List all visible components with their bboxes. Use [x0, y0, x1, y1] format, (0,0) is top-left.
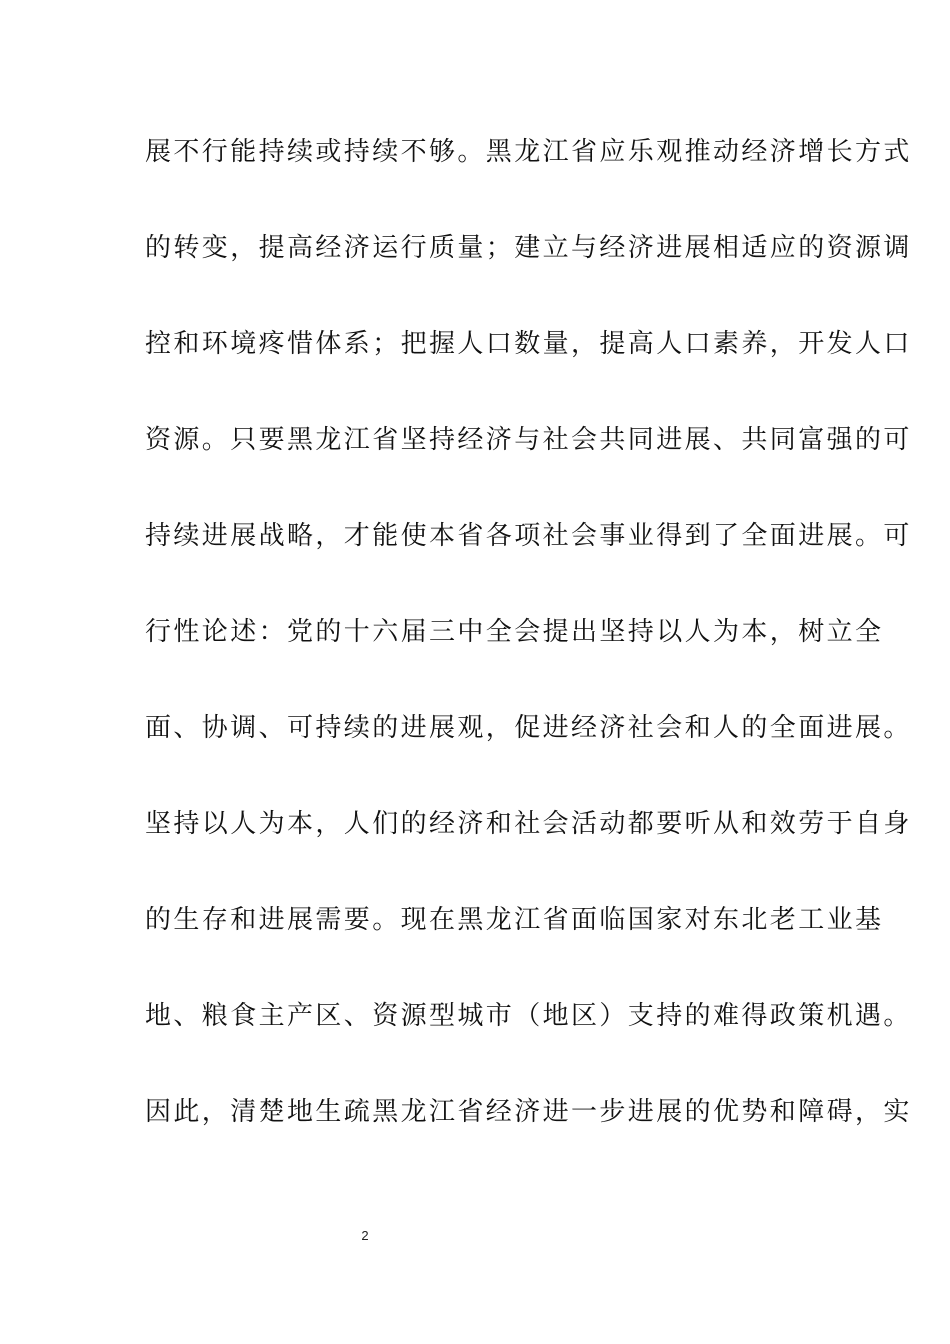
body-text-line: 的生存和进展需要。现在黑龙江省面临国家对东北老工业基	[145, 905, 884, 935]
body-text-line: 行性论述：党的十六届三中全会提出坚持以人为本，树立全	[145, 617, 884, 647]
body-text-line: 坚持以人为本，人们的经济和社会活动都要听从和效劳于自身	[145, 809, 912, 839]
body-text-line: 控和环境疼惜体系；把握人口数量，提高人口素养，开发人口	[145, 329, 912, 359]
body-text-line: 的转变，提高经济运行质量；建立与经济进展相适应的资源调	[145, 233, 912, 263]
body-text-line: 资源。只要黑龙江省坚持经济与社会共同进展、共同富强的可	[145, 425, 912, 455]
body-text-line: 因此，清楚地生疏黑龙江省经济进一步进展的优势和障碍，实	[145, 1097, 912, 1127]
body-text-line: 展不行能持续或持续不够。黑龙江省应乐观推动经济增长方式	[145, 137, 912, 167]
body-text-line: 地、粮食主产区、资源型城市（地区）支持的难得政策机遇。	[145, 1001, 912, 1031]
body-text-line: 持续进展战略，才能使本省各项社会事业得到了全面进展。可	[145, 521, 912, 551]
page-number: 2	[361, 1228, 369, 1243]
body-text-line: 面、协调、可持续的进展观，促进经济社会和人的全面进展。	[145, 713, 912, 743]
